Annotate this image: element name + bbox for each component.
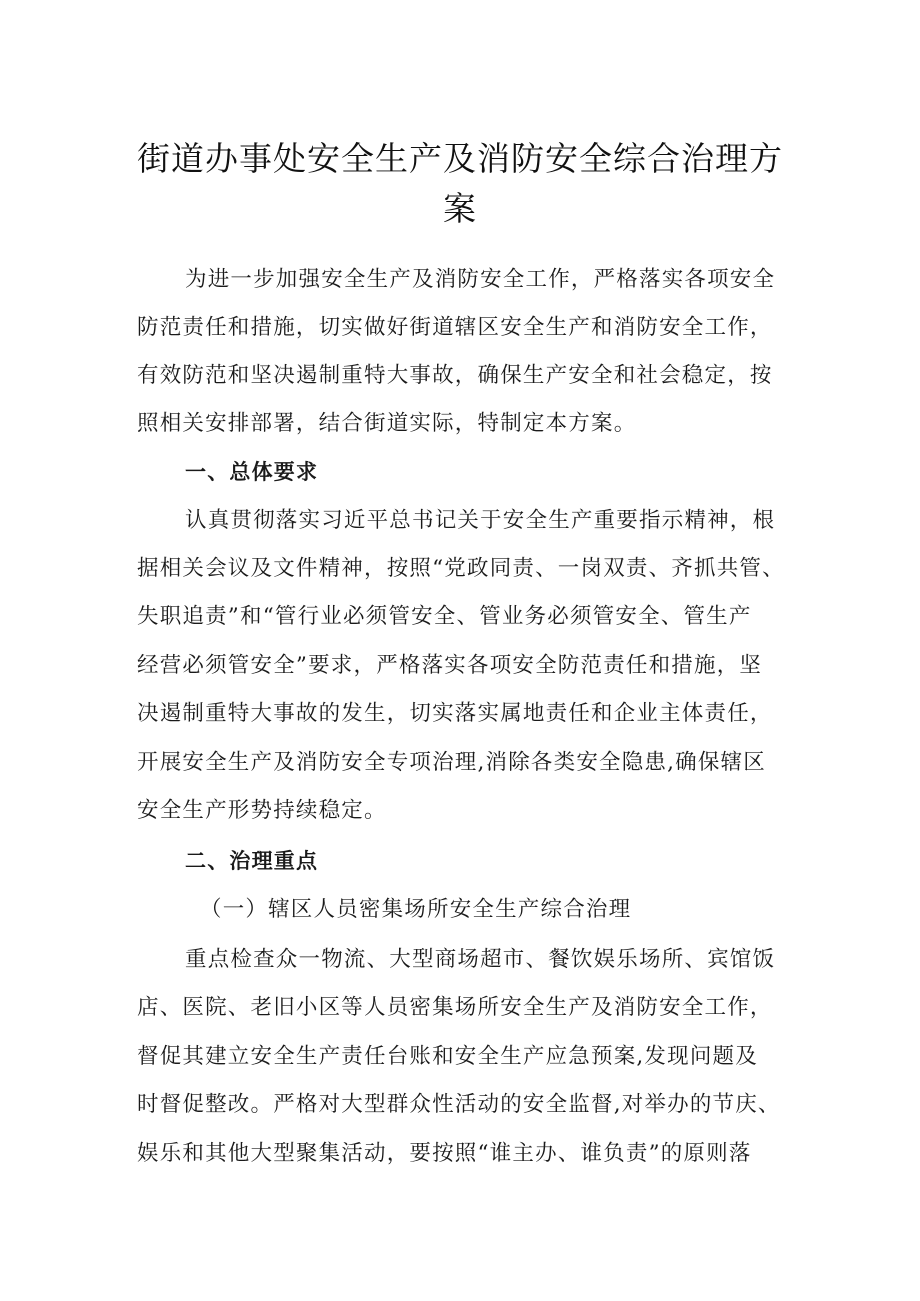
subsection1-paragraph-line: 重点检查众一物流、大型商场超市、餐饮娱乐场所、宾馆饭 [185, 947, 776, 972]
document-title-line-2: 案 [443, 189, 477, 228]
section1-paragraph-line: 决遏制重特大事故的发生，切实落实属地责任和企业主体责任， [137, 701, 773, 726]
section1-paragraph-line: 失职追责”和“管行业必须管安全、管业务必须管安全、管生产 [137, 604, 752, 629]
section1-paragraph-line: 安全生产形势持续稳定。 [137, 798, 387, 823]
section1-paragraph-line: 据相关会议及文件精神，按照“党政同责、一岗双责、齐抓共管、 [137, 556, 785, 581]
section1-paragraph-line: 经营必须管安全”要求，严格落实各项安全防范责任和措施，坚 [137, 653, 763, 678]
section-heading-governance-focus: 二、治理重点 [185, 849, 319, 873]
subsection-heading-crowded-places: （一）辖区人员密集场所安全生产综合治理 [200, 897, 632, 922]
section-heading-overall-requirements: 一、总体要求 [185, 460, 319, 484]
subsection1-paragraph-line: 时督促整改。严格对大型群众性活动的安全监督,对举办的节庆、 [137, 1092, 781, 1117]
intro-paragraph-line: 防范责任和措施，切实做好街道辖区安全生产和消防安全工作， [137, 315, 773, 340]
intro-paragraph-line: 有效防范和坚决遏制重特大事故，确保生产安全和社会稳定，按 [137, 363, 773, 388]
section1-paragraph-line: 认真贯彻落实习近平总书记关于安全生产重要指示精神，根 [185, 508, 776, 533]
intro-paragraph-line: 为进一步加强安全生产及消防安全工作，严格落实各项安全 [185, 267, 776, 292]
document-title-line-1: 街道办事处安全生产及消防安全综合治理方 [137, 139, 783, 178]
section1-paragraph-line: 开展安全生产及消防安全专项治理,消除各类安全隐患,确保辖区 [137, 750, 766, 775]
intro-paragraph-line: 照相关安排部署，结合街道实际，特制定本方案。 [137, 411, 637, 436]
subsection1-paragraph-line: 督促其建立安全生产责任台账和安全生产应急预案,发现问题及 [137, 1044, 758, 1069]
subsection1-paragraph-line: 店、医院、老旧小区等人员密集场所安全生产及消防安全工作， [137, 995, 773, 1020]
subsection1-paragraph-line: 娱乐和其他大型聚集活动，要按照“谁主办、谁负责”的原则落 [137, 1141, 752, 1166]
